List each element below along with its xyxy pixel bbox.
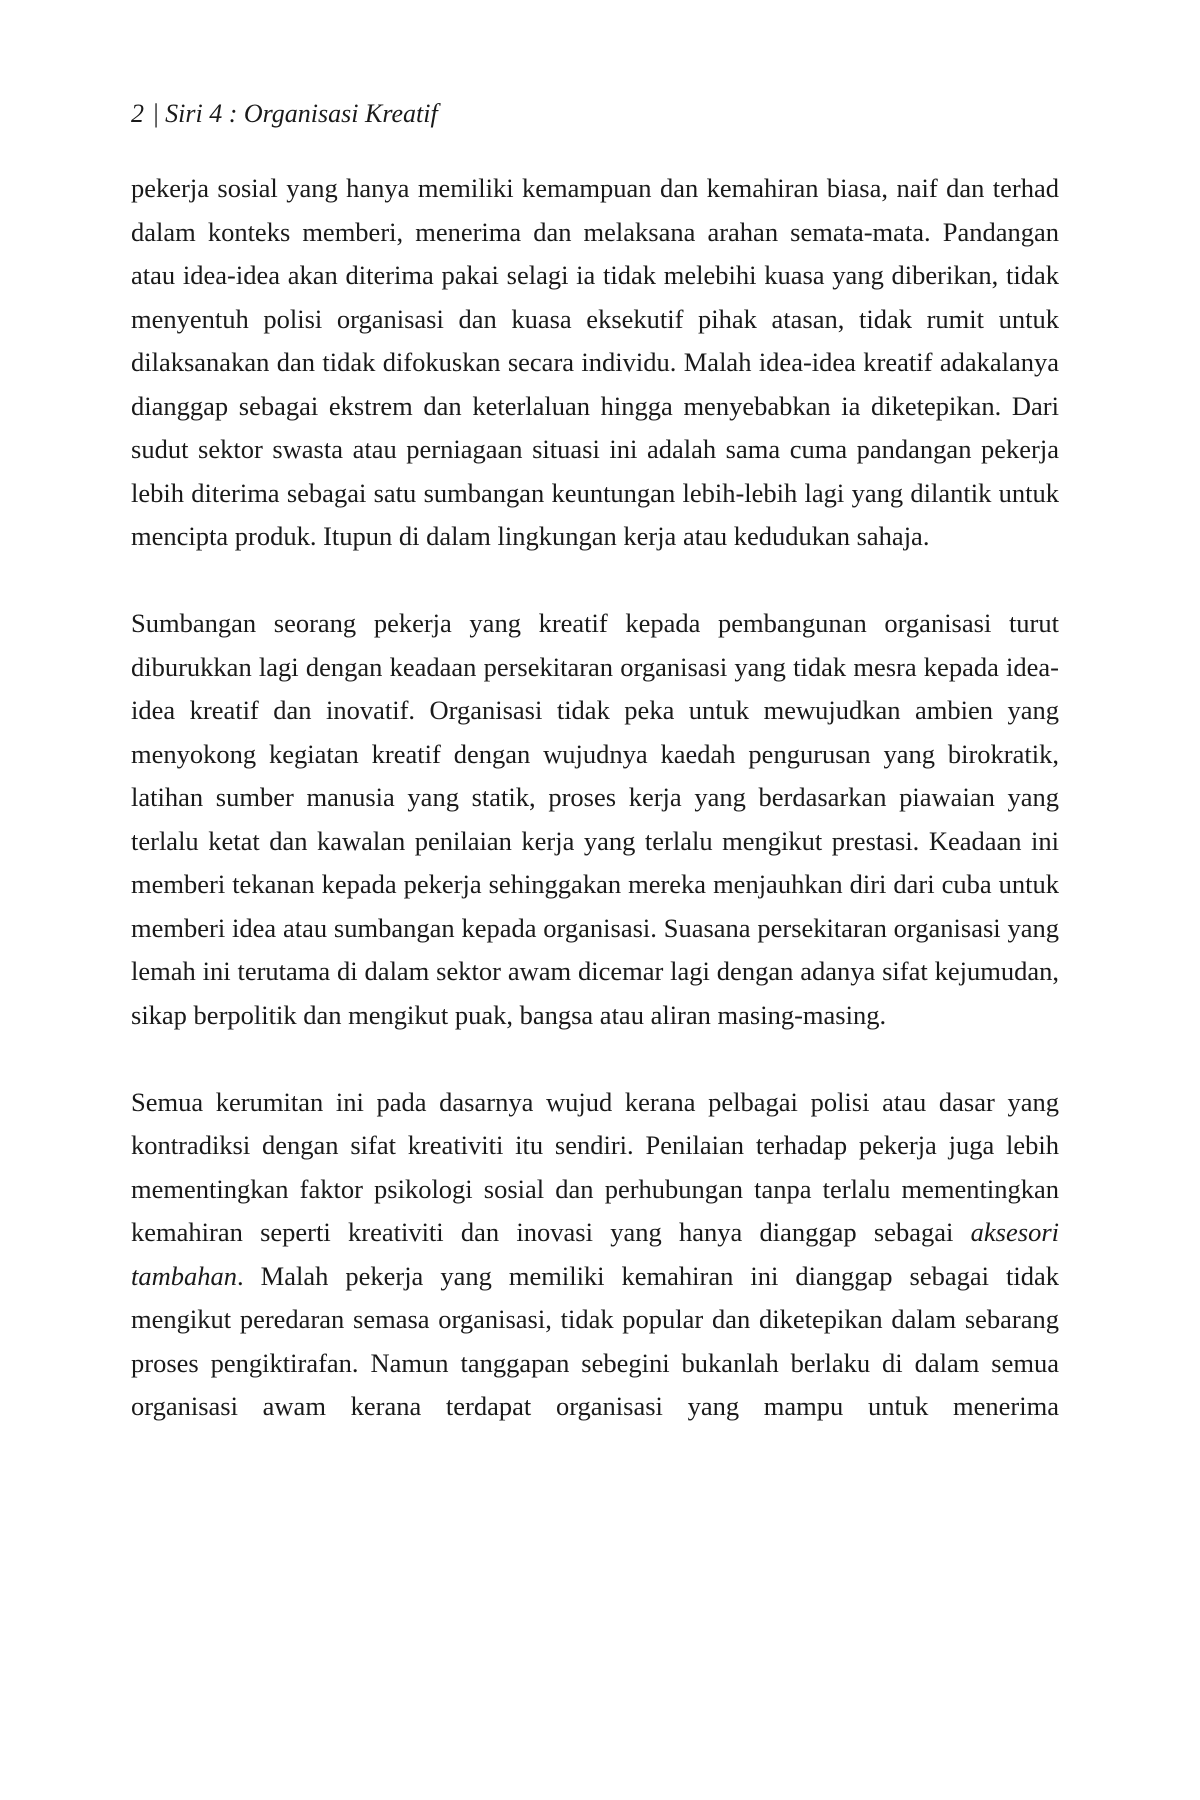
- header-separator: |: [152, 99, 160, 128]
- paragraph-2: Sumbangan seorang pekerja yang kreatif kepada pembangunan organisasi turut diburukkan lagi dengan keadaan persekitaran organisasi yang tidak mesra kepada idea-idea kreatif dan inovatif. Organisasi tidak peka untuk mewujudkan ambien yang menyokong kegiatan kreatif dengan wujudnya kaedah pengurusan yang birokratik, latihan sumber manusia yang statik, proses kerja yang berdasarkan piawaian yang terlalu ketat dan kawalan penilaian kerja yang terlalu mengikut prestasi. Keadaan ini memberi tekanan kepada pekerja sehinggakan mereka menjauhkan diri dari cuba untuk memberi idea atau sumbangan kepada organisasi. Suasana persekitaran organisasi yang lemah ini terutama di dalam sektor awam dicemar lagi dengan adanya sifat kejumudan, sikap berpolitik dan mengikut puak, bangsa atau aliran masing-masing.: [131, 608, 1059, 1030]
- paragraph-1: pekerja sosial yang hanya memiliki kemampuan dan kemahiran biasa, naif dan terhad dalam konteks memberi, menerima dan melaksana arahan semata-mata. Pandangan atau idea-idea akan diterima pakai selagi ia tidak melebihi kuasa yang diberikan, tidak menyentuh polisi organisasi dan kuasa eksekutif pihak atasan, tidak rumit untuk dilaksanakan dan tidak difokuskan secara individu. Malah idea-idea kreatif adakalanya dianggap sebagai ekstrem dan keterlaluan hingga menyebabkan ia diketepikan. Dari sudut sektor swasta atau perniagaan situasi ini adalah sama cuma pandangan pekerja lebih diterima sebagai satu sumbangan keuntungan lebih-lebih lagi yang dilantik untuk mencipta produk. Itupun di dalam lingkungan kerja atau kedudukan sahaja.: [131, 173, 1059, 551]
- paragraph-3-text-before: Semua kerumitan ini pada dasarnya wujud kerana pelbagai polisi atau dasar yang kontradiksi dengan sifat kreativiti itu sendiri. Penilaian terhadap pekerja juga lebih mementingkan faktor psikologi sosial dan perhubungan tanpa terlalu mementingkan kemahiran seperti kreativiti dan inovasi yang hanya dianggap sebagai: [131, 1086, 1059, 1247]
- italic-phrase: aksesori tambahan: [131, 1217, 1059, 1291]
- paragraph-3: [131, 1081, 1059, 1429]
- page-number: 2: [131, 99, 144, 128]
- body-text: [131, 167, 1059, 1429]
- running-header: [131, 96, 438, 132]
- book-title: Siri 4 : Organisasi Kreatif: [165, 99, 438, 128]
- paragraph-3-text-after: . Malah pekerja yang memiliki kemahiran ini dianggap sebagai tidak mengikut peredaran semasa organisasi, tidak popular dan diketepikan dalam sebarang proses pengiktirafan. Namun tanggapan sebegini bukanlah berlaku di dalam semua organisasi awam kerana terdapat organisasi yang mampu untuk menerima: [131, 1260, 1059, 1421]
